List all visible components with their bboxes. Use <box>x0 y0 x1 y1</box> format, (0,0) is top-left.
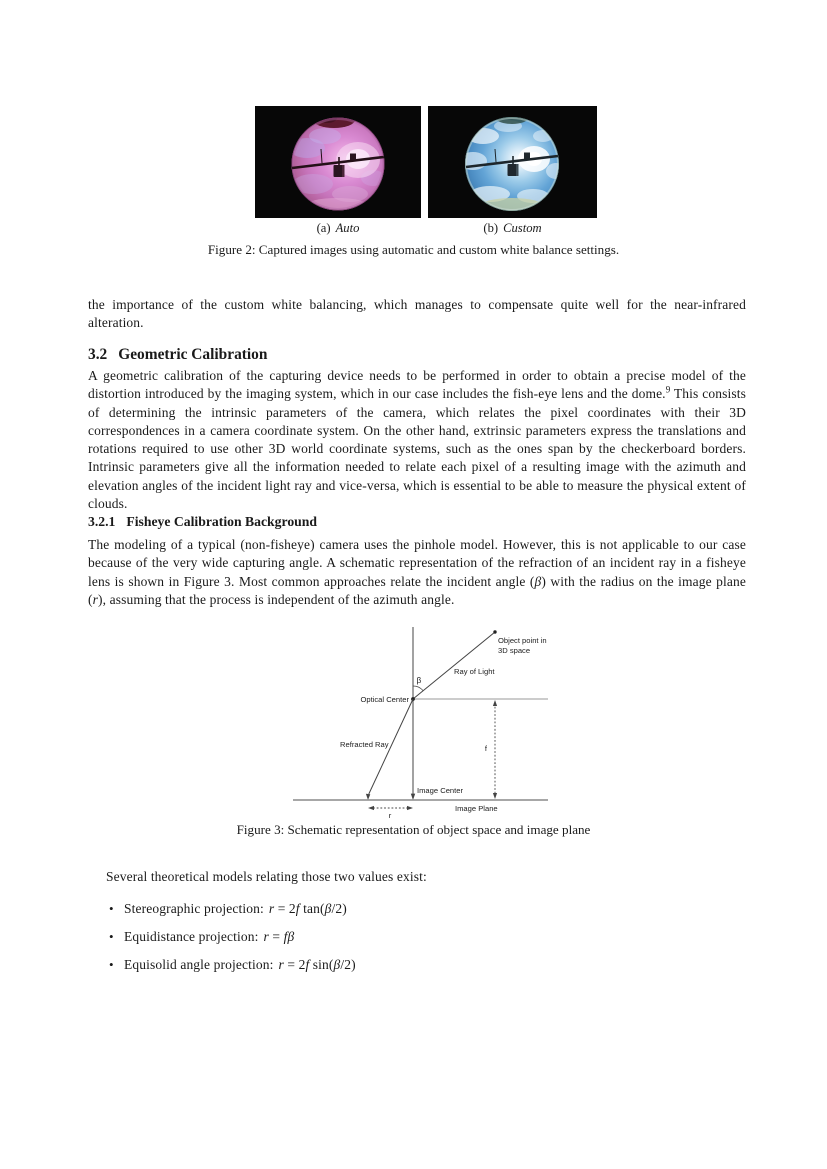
subcaption-label: Custom <box>503 221 542 235</box>
r-arrow-right <box>407 806 413 810</box>
model-formula: r = 2f tan(β/2) <box>268 901 347 916</box>
object-point-dot <box>493 630 496 633</box>
model-formula: r = 2f sin(β/2) <box>278 957 356 972</box>
r-arrow-left <box>368 806 374 810</box>
f-arrow-down <box>493 793 497 799</box>
subcaption-custom <box>428 221 597 236</box>
figure3-caption: Figure 3: Schematic representation of object space and image plane <box>236 822 591 837</box>
subcaption-tag: (a) <box>316 221 331 235</box>
ray-of-light-label: Ray of Light <box>454 667 495 676</box>
figure2-caption: Figure 2: Captured images using automatic and custom white balance settings. <box>207 242 620 257</box>
axis-arrowhead <box>411 794 415 800</box>
section-title: Fisheye Calibration Background <box>126 514 318 529</box>
paragraph-text: The modeling of a typical (non-fisheye) camera uses the pinhole model. However, this is not applicable to our case because of the very wide capturing angle. A schematic representation of the refraction of an incident ray in a fisheye lens is shown in Figure 3. Most common approaches relate the incident angle ( <box>88 537 746 589</box>
beta-label: β <box>416 675 422 685</box>
image-center-label: Image Center <box>417 786 464 795</box>
footnote-marker: 9 <box>665 384 671 395</box>
intro-paragraph: the importance of the custom white balancing, which manages to compensate quite well for the near-infrared alteration. <box>88 297 746 331</box>
bullet-icon: • <box>109 957 114 972</box>
section-number: 3.2 <box>88 346 108 363</box>
list-item-stereographic <box>109 901 356 929</box>
r-symbol: r <box>92 591 98 607</box>
paragraph-text: ) with the radius on the image plane ( <box>88 573 746 607</box>
subcaption-tag: (b) <box>483 221 499 235</box>
optical-center-label: Optical Center <box>360 695 409 704</box>
beta-symbol: β <box>534 573 542 589</box>
section-number: 3.2.1 <box>88 514 116 529</box>
fisheye-schematic-diagram <box>288 622 556 822</box>
section-heading-3-2-1 <box>88 514 317 530</box>
paragraph-text: This consists of determining the intrinsic parameters of the camera, which relates the pixel coordinates with their 3D correspondences in a camera coordinate system. On the other hand, extrinsic parameters express the translations and rotations required to use other 3D world coordinate systems, such as the ones span by the checkerboard borders. Intrinsic parameters give all the information needed to relate each pixel of a resulting image with the azimuth and elevation angles of the incident light ray and vice-versa, which is essential to be able to measure the physical extent of clouds. <box>88 386 746 512</box>
object-point-label: Object point in <box>498 636 547 645</box>
ray-of-light-line <box>413 632 495 699</box>
model-label: Equidistance projection: <box>124 929 259 944</box>
subcaption-auto <box>255 221 421 236</box>
refracted-ray-label: Refracted Ray <box>340 740 389 749</box>
model-label: Equisolid angle projection: <box>124 957 274 972</box>
focal-length-label: f <box>484 744 487 753</box>
radius-label: r <box>388 811 392 820</box>
image-plane-label: Image Plane <box>455 804 498 813</box>
list-item-equisolid <box>109 957 356 985</box>
paragraph-text: A geometric calibration of the capturing device needs to be performed in order to obtain a precise model of the distortion introduced by the imaging system, which in our case includes the fish-eye lens and the dome. <box>88 368 746 402</box>
model-formula: r = fβ <box>263 929 295 944</box>
fisheye-background-paragraph <box>88 536 746 609</box>
section-title: Geometric Calibration <box>118 346 268 363</box>
models-intro: Several theoretical models relating those two values exist: <box>106 869 427 884</box>
beta-angle-arc <box>413 686 423 691</box>
refracted-ray-arrowhead <box>366 794 370 800</box>
bullet-icon: • <box>109 929 114 944</box>
list-item-equidistance <box>109 929 356 957</box>
f-arrow-up <box>493 700 497 706</box>
section-heading-3-2 <box>88 346 267 364</box>
model-label: Stereographic projection: <box>124 901 264 916</box>
fisheye-photo-custom <box>428 106 597 218</box>
fisheye-photo-auto <box>255 106 421 218</box>
paragraph-text: ), assuming that the process is independent of the azimuth angle. <box>98 591 455 607</box>
projection-models-list <box>109 901 356 985</box>
geometric-calibration-paragraph <box>88 367 746 513</box>
object-point-label-line2: 3D space <box>498 646 531 655</box>
bullet-icon: • <box>109 901 114 916</box>
subcaption-label: Auto <box>335 221 360 235</box>
